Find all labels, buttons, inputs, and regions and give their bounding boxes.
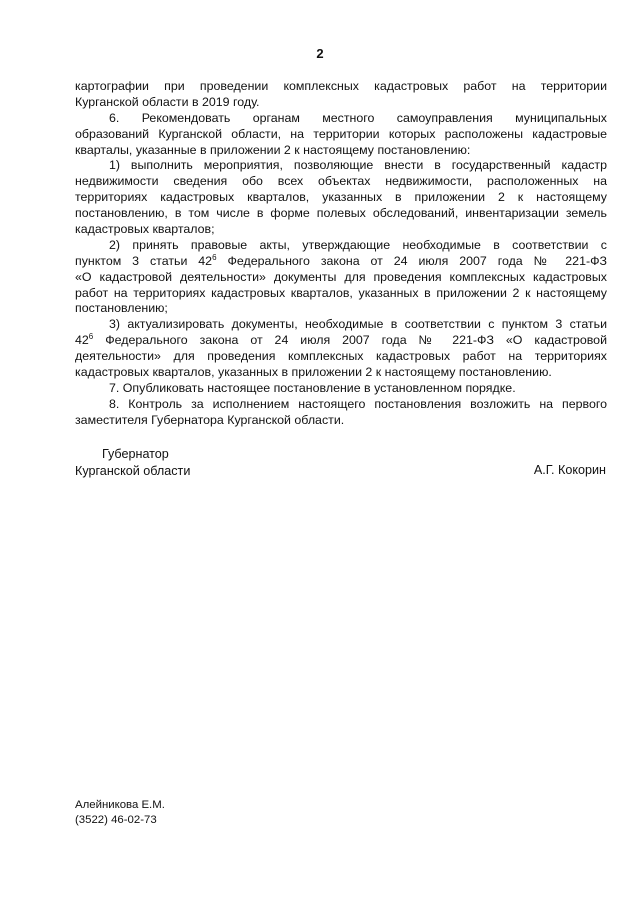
text-line [75,301,607,317]
text-line-content: постановлению; [75,301,168,316]
text-line-content: 2) принять правовые акты, утверждающие необходимые в соответствии с [109,237,607,252]
text-line-content: деятельности» для проведения комплексных кадастровых работ на территориях [75,349,607,364]
signature-title-line1: Губернатор [102,447,169,461]
signature-name: А.Г. Кокорин [533,463,606,477]
text-line [75,270,607,286]
executor-block [75,798,165,828]
text-line-content: кварталы, указанные в приложении 2 к настоящему постановлению: [75,142,471,157]
text-line [75,127,607,143]
signature-title-line2: Курганской области [75,463,191,478]
executor-phone: (3522) 46-02-73 [75,814,157,826]
superscript: 6 [88,333,94,342]
page-number: 2 [316,46,324,61]
text-line [75,381,607,397]
text-line [75,238,607,254]
text-line [75,317,607,333]
text-line [75,397,607,413]
text-line-content: кадастровых кварталов, указанных в приложении 2 к настоящему постановлению. [75,365,552,380]
text-line-content-after: Федерального закона от 24 июля 2007 года № 221-ФЗ «О кадастровой [93,333,607,348]
text-line [75,111,607,127]
text-line-content: пунктом 3 статьи 42 [75,253,213,268]
text-line [75,349,607,365]
text-line-content-after: Федерального закона от 24 июля 2007 года № 221-ФЗ [216,253,607,268]
text-line-content: кадастровых кварталов; [75,222,215,237]
document-body [75,79,607,429]
text-line [75,413,607,429]
text-line [75,333,607,349]
text-line-content: недвижимости сведения обо всех объектах недвижимости, расположенных на [75,174,607,189]
text-line-content: территориях кадастровых кварталов, указанных в приложении 2 к настоящему [75,190,607,205]
text-line [75,158,607,174]
text-line-content: образований Курганской области, на территории которых расположены кадастровые [75,126,607,141]
text-line [75,190,607,206]
text-line-content: 8. Контроль за исполнением настоящего постановления возложить на первого [109,396,607,411]
text-line-content: 3) актуализировать документы, необходимые в соответствии с пунктом 3 статьи [109,317,607,332]
text-line-content: картографии при проведении комплексных кадастровых работ на территории [75,79,607,93]
text-line [75,206,607,222]
text-line [75,174,607,190]
text-line [75,95,607,111]
text-line-content: 42 [75,333,89,348]
text-line-content: Курганской области в 2019 году. [75,94,260,109]
text-line [75,222,607,238]
text-line-content: заместителя Губернатора Курганской области. [75,412,345,427]
text-line-content: постановлению, в том числе в форме полевых обследований, инвентаризации земель [75,206,607,221]
text-line-content: 7. Опубликовать настоящее постановление в установленном порядке. [109,380,516,395]
text-line-content: 6. Рекомендовать органам местного самоуправления муниципальных [109,110,607,125]
text-line [75,365,607,381]
signature-title [75,446,190,479]
executor-name: Алейникова Е.М. [75,799,165,811]
text-line-content: 1) выполнить мероприятия, позволяющие внести в государственный кадастр [109,158,607,173]
text-line [75,286,607,302]
text-line-content: работ на территориях кадастровых кварталов, указанных в приложении 2 к настоящему [75,285,607,300]
text-line [75,79,607,95]
superscript: 6 [212,253,217,262]
text-line [75,254,607,270]
text-line-content: «О кадастровой деятельности» документы для проведения комплексных кадастровых [75,269,607,284]
text-line [75,143,607,159]
